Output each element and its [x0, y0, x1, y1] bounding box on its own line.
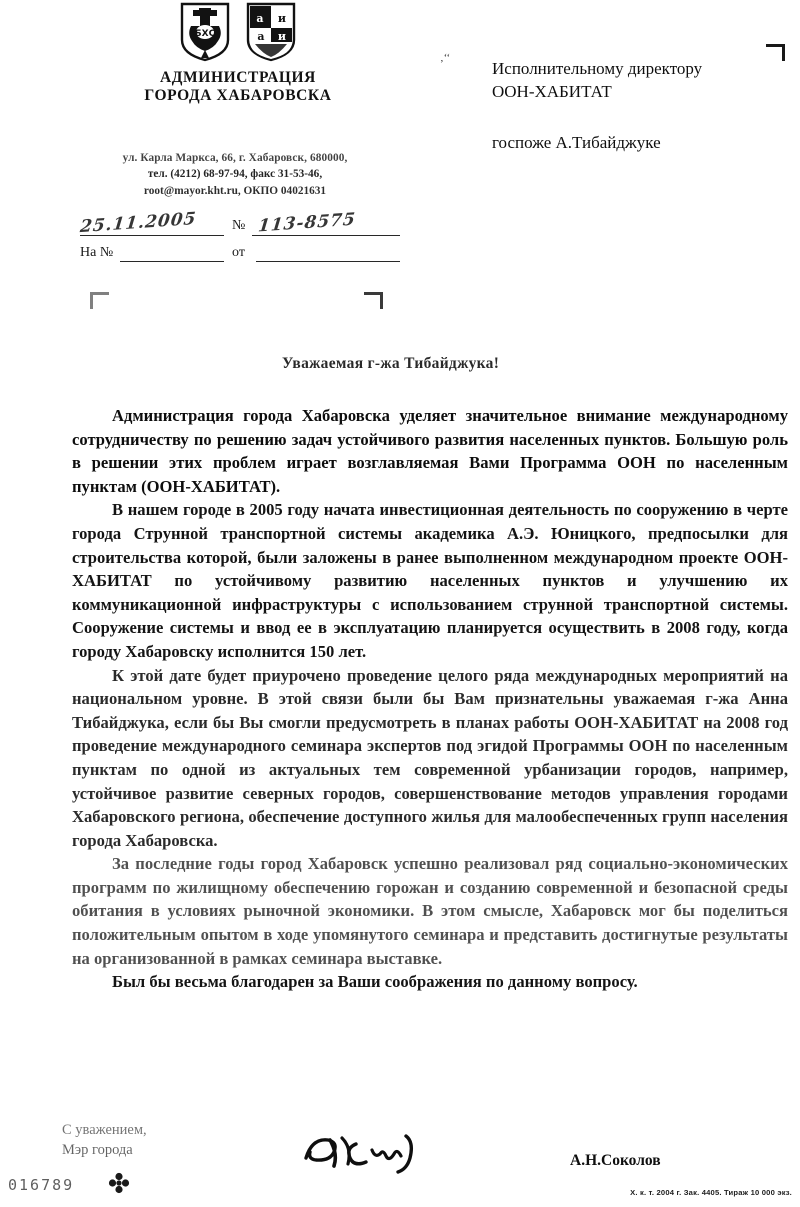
registration-tick-mark: ‚‘‘: [440, 52, 451, 64]
letterhead-address: [80, 150, 390, 199]
signatory-name: А.Н.Соколов: [570, 1152, 661, 1169]
svg-text:а: а: [257, 30, 265, 43]
city-coat-of-arms-left: [179, 2, 231, 62]
letter-body: [72, 404, 788, 994]
addressee-line-1: Исполнительному директору: [492, 59, 703, 78]
reply-date-label: от: [232, 245, 245, 260]
body-corner-bracket-right: [364, 292, 383, 309]
outgoing-number-handwritten: 113-8575: [257, 209, 357, 237]
reply-date-rule: [256, 261, 400, 262]
outgoing-number-rule: [252, 235, 400, 236]
body-paragraph: В нашем городе в 2005 году начата инвестиционная деятельность по сооружению в черте города Струнной транспортной системы академика А.Э. Юницкого, предпосылки для строительства которой, были заложены в ранее выполненном международном проекте ООН-ХАБИТАТ по устойчивому развитию населенных пунктов и улучшению их коммуникационной инфраструктуры с использованием струнной транспортной системы. Сооружение системы и ввод ее в эксплуатацию планируется осуществить в 2008 году, когда городу Хабаровску исполнится 150 лет.: [72, 500, 788, 661]
address-street-line: ул. Карла Маркса, 66, г. Хабаровск, 680000,: [122, 152, 348, 164]
svg-text:и: и: [277, 12, 287, 25]
body-corner-bracket-left: [90, 292, 109, 309]
handwritten-signature: [300, 1128, 490, 1176]
svg-text:а: а: [256, 12, 264, 25]
signature-closing: С уважением,: [62, 1122, 147, 1138]
city-coat-of-arms-right: [245, 2, 297, 62]
organization-line-1: АДМИНИСТРАЦИЯ: [160, 69, 316, 86]
addressee-block: [492, 58, 782, 155]
body-paragraph: За последние годы город Хабаровск успешно реализовал ряд социально-экономических программ по жилищному обеспечению горожан и созданию современной и безопасной среды обитания в условиях рыночной экономики. В этом смысле, Хабаровск мог бы поделиться положительным опытом в ходе упомянутого семинара и представить достигнутые результаты на организованной в рамках семинара выставке.: [72, 854, 788, 968]
print-imprint: Х. к. т. 2004 г. Зак. 4405. Тираж 10 000 экз.: [630, 1188, 792, 1197]
emblems-group: [88, 2, 388, 64]
svg-text:БХС: БХС: [194, 29, 216, 39]
signature-role: Мэр города: [62, 1142, 133, 1158]
number-symbol: №: [232, 218, 246, 233]
floral-ornament-icon: [108, 1172, 130, 1194]
reference-row-incoming: [80, 240, 400, 266]
svg-text:и: и: [277, 30, 287, 43]
outgoing-date-handwritten: 25.11.2005: [79, 208, 198, 238]
reply-to-label: На №: [80, 245, 114, 260]
body-paragraph: К этой дате будет приурочено проведение целого ряда международных мероприятий на национальном уровне. В этой связи были бы Вам признательны уважаемая г-жа Анна Тибайджука, если бы Вы смогли предусмотреть в планах работы ООН-ХАБИТАТ на 2008 год проведение международного семинара экспертов под эгидой Программы ООН по населенным пунктам по одной из актуальных тем современной урбанизации городов, например, устойчивое развитие северных городов, совершенствование методов управления городами Хабаровского региона, обеспечение доступного жилья для малообеспеченных групп населения города Хабаровска.: [72, 665, 788, 850]
addressee-line-2: ООН-ХАБИТАТ: [492, 81, 612, 101]
document-number-stamp: 016789: [8, 1176, 75, 1194]
addressee-line-3: госпоже А.Тибайджуке: [492, 132, 661, 152]
organization-name: [88, 69, 388, 106]
reference-block: [79, 208, 400, 266]
body-paragraph: Был бы весьма благодарен за Ваши соображения по данному вопросу.: [112, 972, 638, 992]
outgoing-date-rule: [80, 235, 224, 236]
organization-line-2: ГОРОДА ХАБАРОВСКА: [144, 87, 332, 105]
salutation: Уважаемая г-жа Тибайджука!: [282, 355, 500, 372]
address-phone-line: тел. (4212) 68-97-94, факс 31-53-46,: [147, 168, 323, 181]
body-paragraph: Администрация города Хабаровска уделяет значительное внимание международному сотрудничеству по решению задач устойчивого развития населенных пунктов. Большую роль в решении этих проблем играет возглавляемая Вами Программа ООН по населенным пунктам (ООН-ХАБИТАТ).: [72, 406, 788, 496]
reference-row-outgoing: [79, 208, 400, 240]
address-email-line: root@mayor.kht.ru, ОКПО 04021631: [143, 184, 327, 197]
reply-number-rule: [120, 261, 224, 262]
letterhead: [88, 2, 388, 106]
